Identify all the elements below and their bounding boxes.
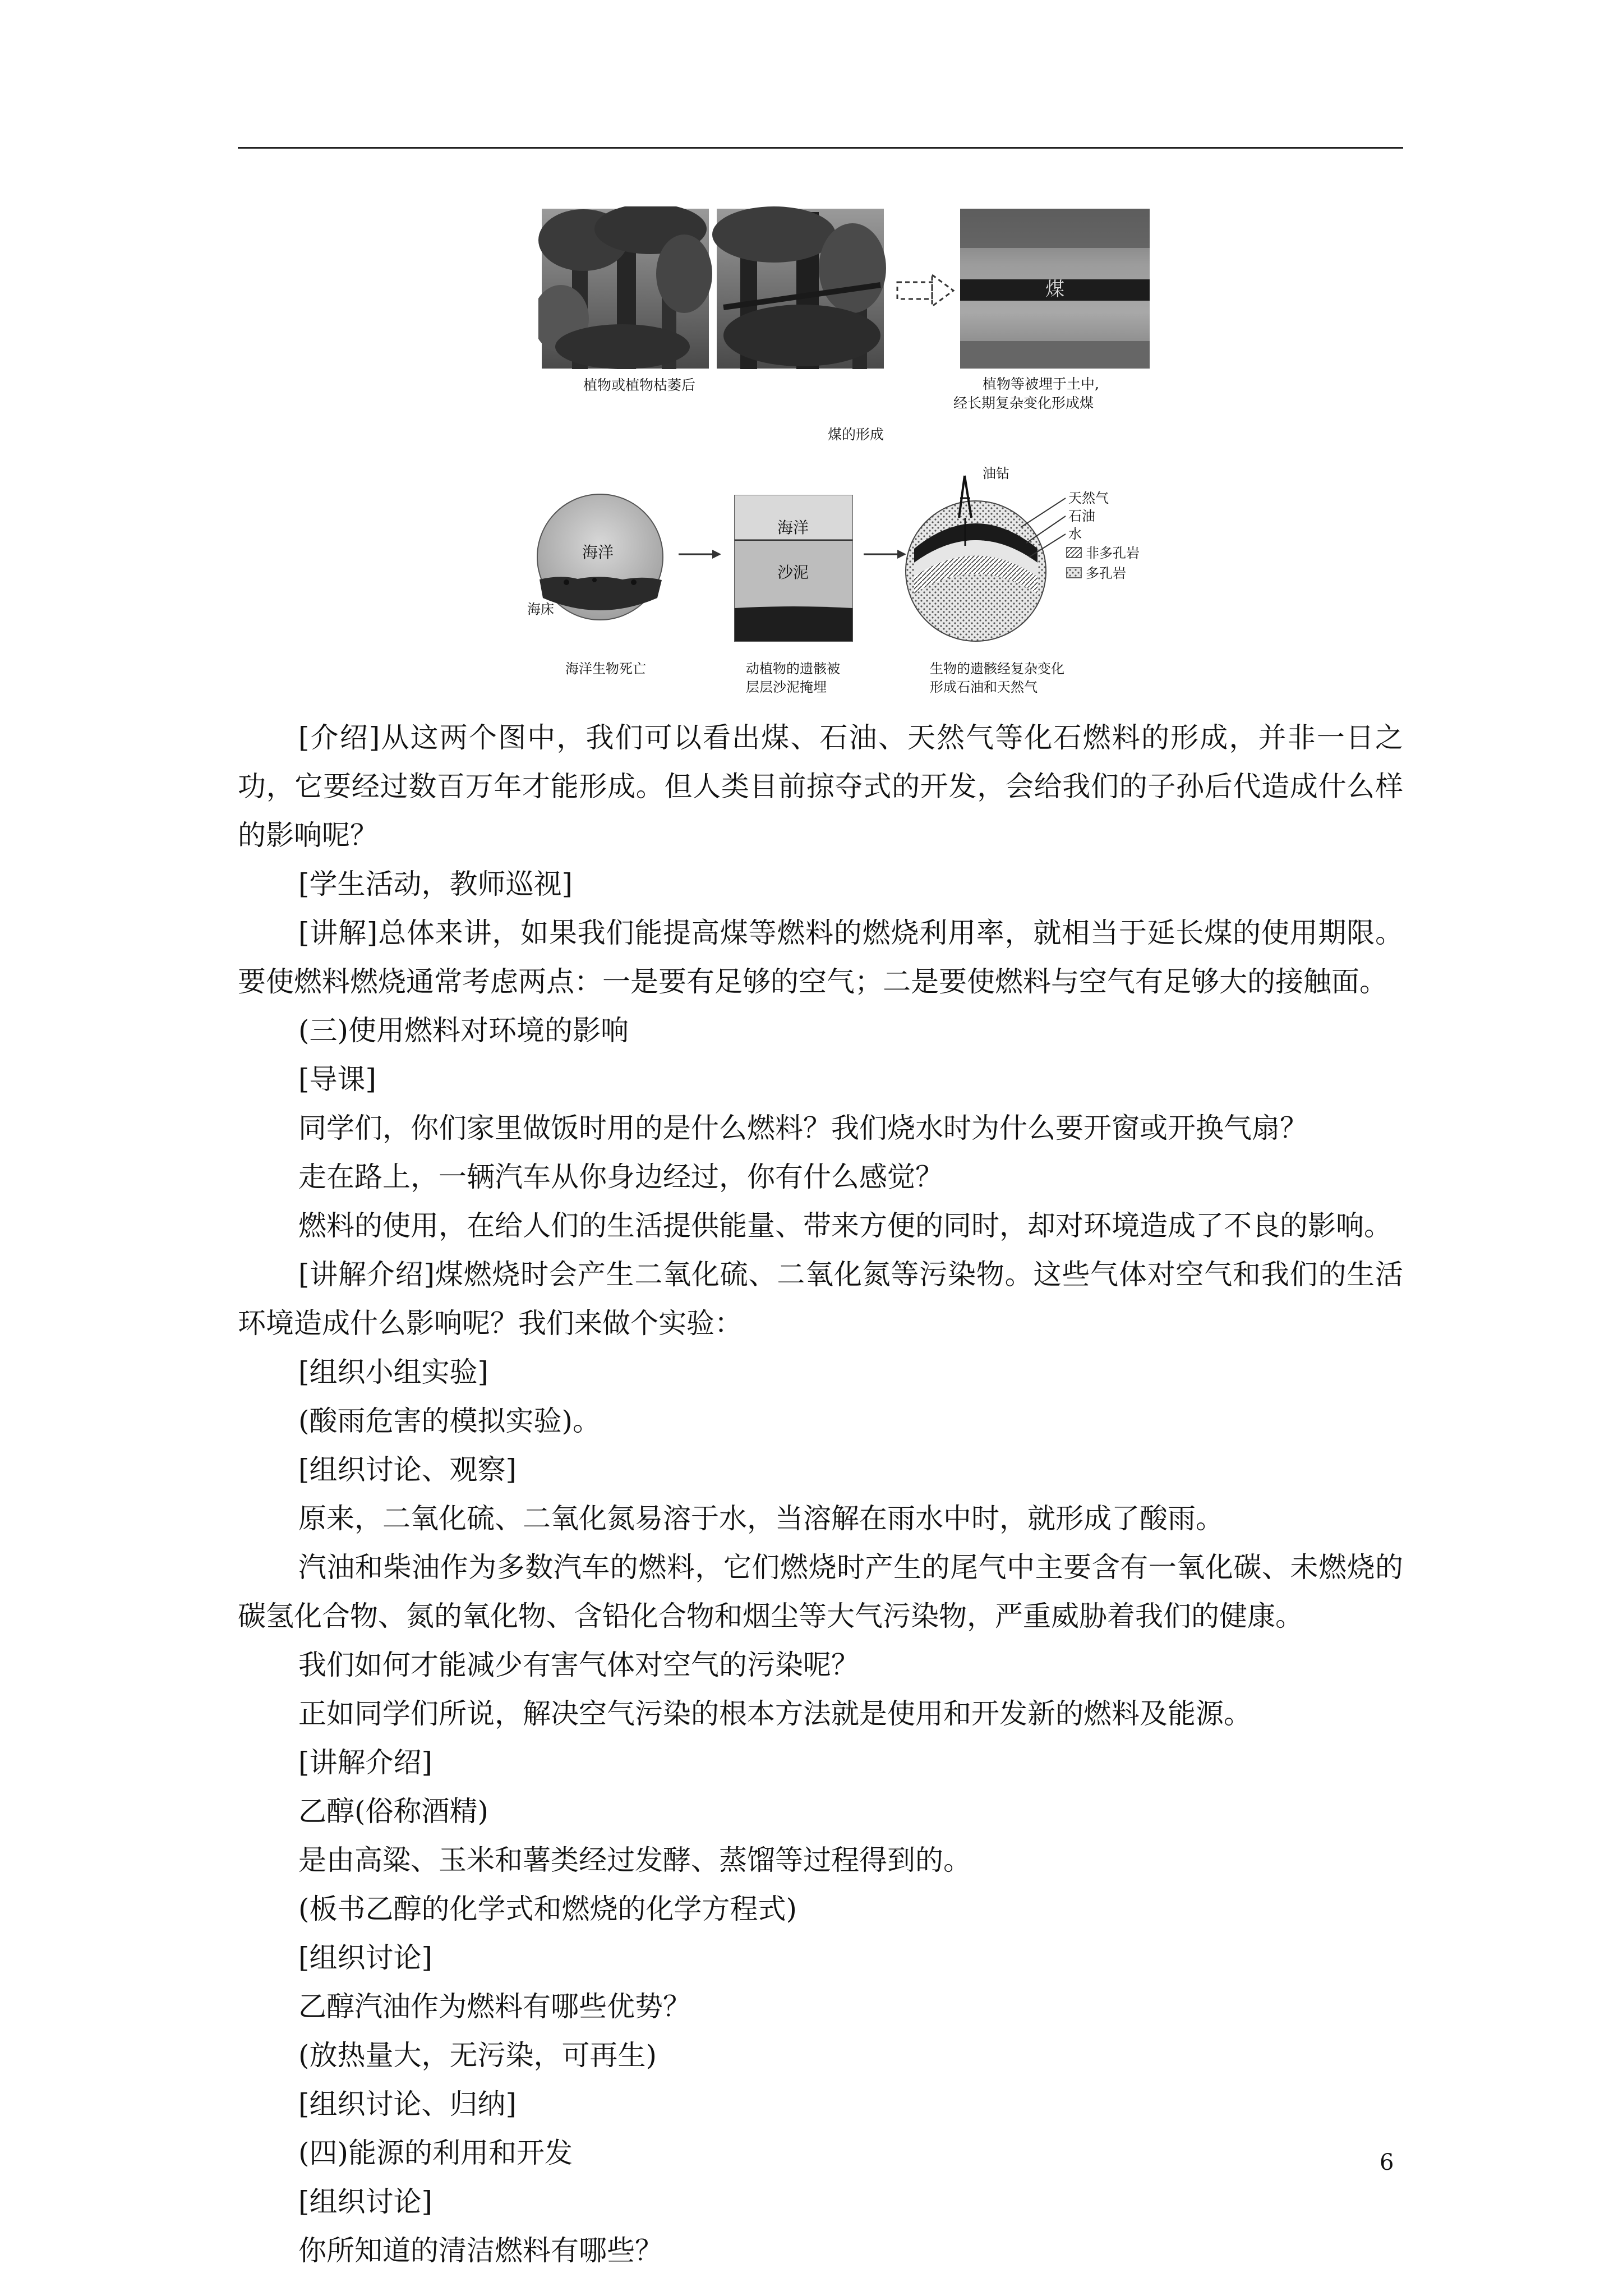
- coal-figure-title: 煤的形成: [828, 426, 884, 443]
- paragraph: 我们如何才能减少有害气体对空气的污染呢？: [298, 1649, 859, 1681]
- paragraph: [讲解介绍]: [298, 1746, 433, 1779]
- paragraph: 汽油和柴油作为多数汽车的燃料，它们燃烧时产生的尾气中主要含有一氧化碳、未燃烧的碳氢化合物、氮的氧化物、含铅化合物和烟尘等大气污染物，严重威胁着我们的健康。: [238, 1551, 1403, 1632]
- lesson-body-text: [238, 714, 1403, 2275]
- legend-natural-gas: 天然气: [1068, 490, 1109, 506]
- section-heading: (三)使用燃料对环境的影响: [298, 1014, 629, 1047]
- paragraph: 正如同学们所说，解决空气污染的根本方法就是使用和开发新的燃料及能源。: [298, 1697, 1252, 1730]
- paragraph: 同学们，你们家里做饭时用的是什么燃料？我们烧水时为什么要开窗或开换气扇？: [298, 1112, 1308, 1144]
- paragraph: 原来，二氧化硫、二氧化氮易溶于水，当溶解在雨水中时，就形成了酸雨。: [298, 1502, 1224, 1535]
- legend-oil: 石油: [1068, 508, 1095, 524]
- porous-rock-swatch: [1067, 568, 1081, 578]
- oil-caption-3-line1: 生物的遗骸经复杂变化: [930, 661, 1064, 677]
- paragraph: [组织讨论、观察]: [298, 1453, 517, 1486]
- non-porous-rock-swatch: [1067, 547, 1081, 558]
- paragraph: (酸雨危害的模拟实验)。: [298, 1405, 601, 1437]
- paragraph: [导课]: [298, 1063, 377, 1096]
- paragraph: 乙醇(俗称酒精): [298, 1795, 489, 1828]
- paragraph: [组织小组实验]: [298, 1356, 489, 1388]
- paragraph: 你所知道的清洁燃料有哪些？: [298, 2234, 663, 2267]
- coal-seam-label: 煤: [1045, 278, 1064, 301]
- drill-label: 油钻: [983, 466, 1009, 481]
- arrow-right-icon: [679, 550, 721, 559]
- page-number: 6: [1380, 2150, 1394, 2175]
- coal-formation-figure: [538, 206, 1155, 448]
- legend-water: 水: [1068, 526, 1082, 542]
- coal-caption-right-1: 植物等被埋于土中,: [983, 376, 1099, 392]
- paragraph: [讲解介绍]煤燃烧时会产生二氧化硫、二氧化氮等污染物。这些气体对空气和我们的生活环境造成什么影响呢？我们来做个实验：: [238, 1258, 1403, 1340]
- section-heading: (四)能源的利用和开发: [298, 2137, 573, 2169]
- paragraph: [讲解]总体来讲，如果我们能提高煤等燃料的燃烧利用率，就相当于延长煤的使用期限。要使燃料燃烧通常考虑两点：一是要有足够的空气；二是要使燃料与空气有足够大的接触面。: [238, 917, 1403, 998]
- oil-caption-2-line2: 层层沙泥掩埋: [746, 679, 827, 695]
- oil-caption-1: 海洋生物死亡: [565, 661, 646, 677]
- legend-non-porous-rock: 非多孔岩: [1086, 545, 1140, 561]
- paragraph: [组织讨论]: [298, 1941, 433, 1974]
- paragraph: [介绍]从这两个图中，我们可以看出煤、石油、天然气等化石燃料的形成，并非一日之功，它要经过数百万年才能形成。但人类目前掠夺式的开发，会给我们的子孙后代造成什么样的影响呢？: [238, 721, 1403, 852]
- coal-caption-left: 植物或植物枯萎后: [583, 377, 696, 393]
- ocean-label: 海洋: [582, 543, 614, 562]
- oil-caption-3-line2: 形成石油和天然气: [930, 679, 1038, 695]
- paragraph: (放热量大，无污染，可再生): [298, 2039, 657, 2072]
- paragraph: 是由高粱、玉米和薯类经过发酵、蒸馏等过程得到的。: [298, 1844, 971, 1876]
- sand-label: 沙泥: [777, 563, 809, 582]
- paragraph: 燃料的使用，在给人们的生活提供能量、带来方便的同时，却对环境造成了不良的影响。: [298, 1209, 1392, 1242]
- dashed-arrow-icon: [897, 275, 953, 306]
- coal-caption-right-2: 经长期复杂变化形成煤: [953, 395, 1094, 411]
- paragraph: 乙醇汽油作为燃料有哪些优势？: [298, 1990, 691, 2023]
- arrow-right-icon-2: [864, 550, 906, 559]
- paragraph: 走在路上，一辆汽车从你身边经过，你有什么感觉？: [298, 1161, 943, 1193]
- oil-caption-2-line1: 动植物的遗骸被: [746, 661, 840, 677]
- paragraph: (板书乙醇的化学式和燃烧的化学方程式): [298, 1893, 797, 1925]
- paragraph: [组织讨论、归纳]: [298, 2088, 517, 2120]
- forest-panel-1: [538, 206, 712, 369]
- oil-reservoir-scene: [906, 476, 1066, 641]
- ocean-label-2: 海洋: [777, 518, 809, 537]
- oil-gas-formation-figure: [527, 464, 1172, 706]
- header-rule: [238, 147, 1403, 149]
- paragraph: [组织讨论]: [298, 2185, 433, 2218]
- forest-panel-2: [712, 206, 886, 369]
- paragraph: [学生活动，教师巡视]: [298, 868, 573, 900]
- seabed-label: 海床: [527, 601, 554, 617]
- legend-porous-rock: 多孔岩: [1086, 565, 1126, 581]
